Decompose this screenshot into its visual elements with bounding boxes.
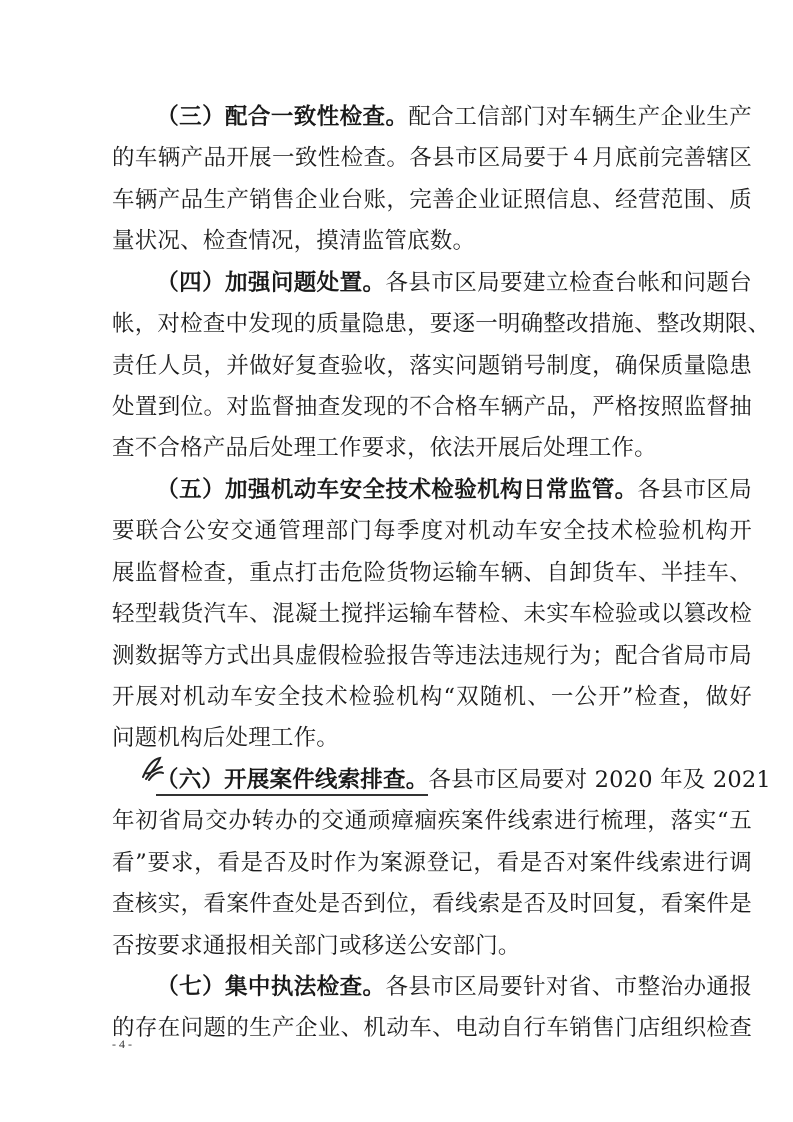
paragraph-line: 量状况、检查情况，摸清监管底数。: [112, 228, 476, 254]
paragraph-line: 查核实，看案件查处是否到位，看线索是否及时回复，看案件是: [112, 891, 752, 917]
paragraph-line: 开展对机动车安全技术检验机构“双随机、一公开”检查，做好: [112, 684, 752, 710]
paragraph-line: 展监督检查，重点打击危险货物运输车辆、自卸货车、半挂车、: [112, 560, 752, 586]
paragraph-line: （四）加强问题处置。各县市区局要建立检查台帐和问题台: [156, 270, 752, 296]
paragraph-line: 年初省局交办转办的交通顽瘴痼疾案件线索进行梳理，落实“五: [112, 808, 752, 834]
paragraph-line: 否按要求通报相关部门或移送公安部门。: [112, 933, 521, 959]
paragraph-line: 责任人员，并做好复查验收，落实问题销号制度，确保质量隐患: [112, 353, 752, 379]
section-heading-5: （五）加强机动车安全技术检验机构日常监管。: [156, 477, 638, 503]
section-heading-6: （六）开展案件线索排查。: [156, 767, 428, 796]
paragraph-line: 的车辆产品开展一致性检查。各县市区局要于４月底前完善辖区: [112, 145, 752, 171]
paragraph-line: 查不合格产品后处理工作要求，依法开展后处理工作。: [112, 435, 657, 461]
paragraph-line: 问题机构后处理工作。: [112, 725, 340, 751]
paragraph-line: 测数据等方式出具虚假检验报告等违法违规行为；配合省局市局: [112, 643, 752, 669]
section-heading-7: （七）集中执法检查。: [156, 974, 386, 1000]
section-heading-3: （三）配合一致性检查。: [156, 104, 409, 130]
paragraph-line: 要联合公安交通管理部门每季度对机动车安全技术检验机构开: [112, 518, 752, 544]
paragraph-line: 处置到位。对监督抽查发现的不合格车辆产品，严格按照监督抽: [112, 394, 752, 420]
section-heading-4: （四）加强问题处置。: [156, 270, 386, 296]
paragraph-line: 帐，对检查中发现的质量隐患，要逐一明确整改措施、整改期限、: [112, 311, 771, 337]
paragraph-line: 车辆产品生产销售企业台账，完善企业证照信息、经营范围、质: [112, 187, 752, 213]
paragraph-line: 轻型载货汽车、混凝土搅拌运输车替检、未实车检验或以篡改检: [112, 601, 752, 627]
paragraph-line: 的存在问题的生产企业、机动车、电动自行车销售门店组织检查: [112, 1015, 752, 1041]
paragraph-line: （三）配合一致性检查。配合工信部门对车辆生产企业生产: [156, 104, 752, 130]
paragraph-line: （五）加强机动车安全技术检验机构日常监管。各县市区局: [156, 477, 752, 503]
paragraph-line: （六）开展案件线索排查。各县市区局要对 2020 年及 2021: [112, 765, 752, 795]
paragraph-line: （七）集中执法检查。各县市区局要针对省、市整治办通报: [156, 974, 752, 1000]
page-number: - 4 -: [112, 1037, 132, 1051]
paragraph-line: 看”要求，看是否及时作为案源登记，看是否对案件线索进行调: [112, 850, 752, 876]
